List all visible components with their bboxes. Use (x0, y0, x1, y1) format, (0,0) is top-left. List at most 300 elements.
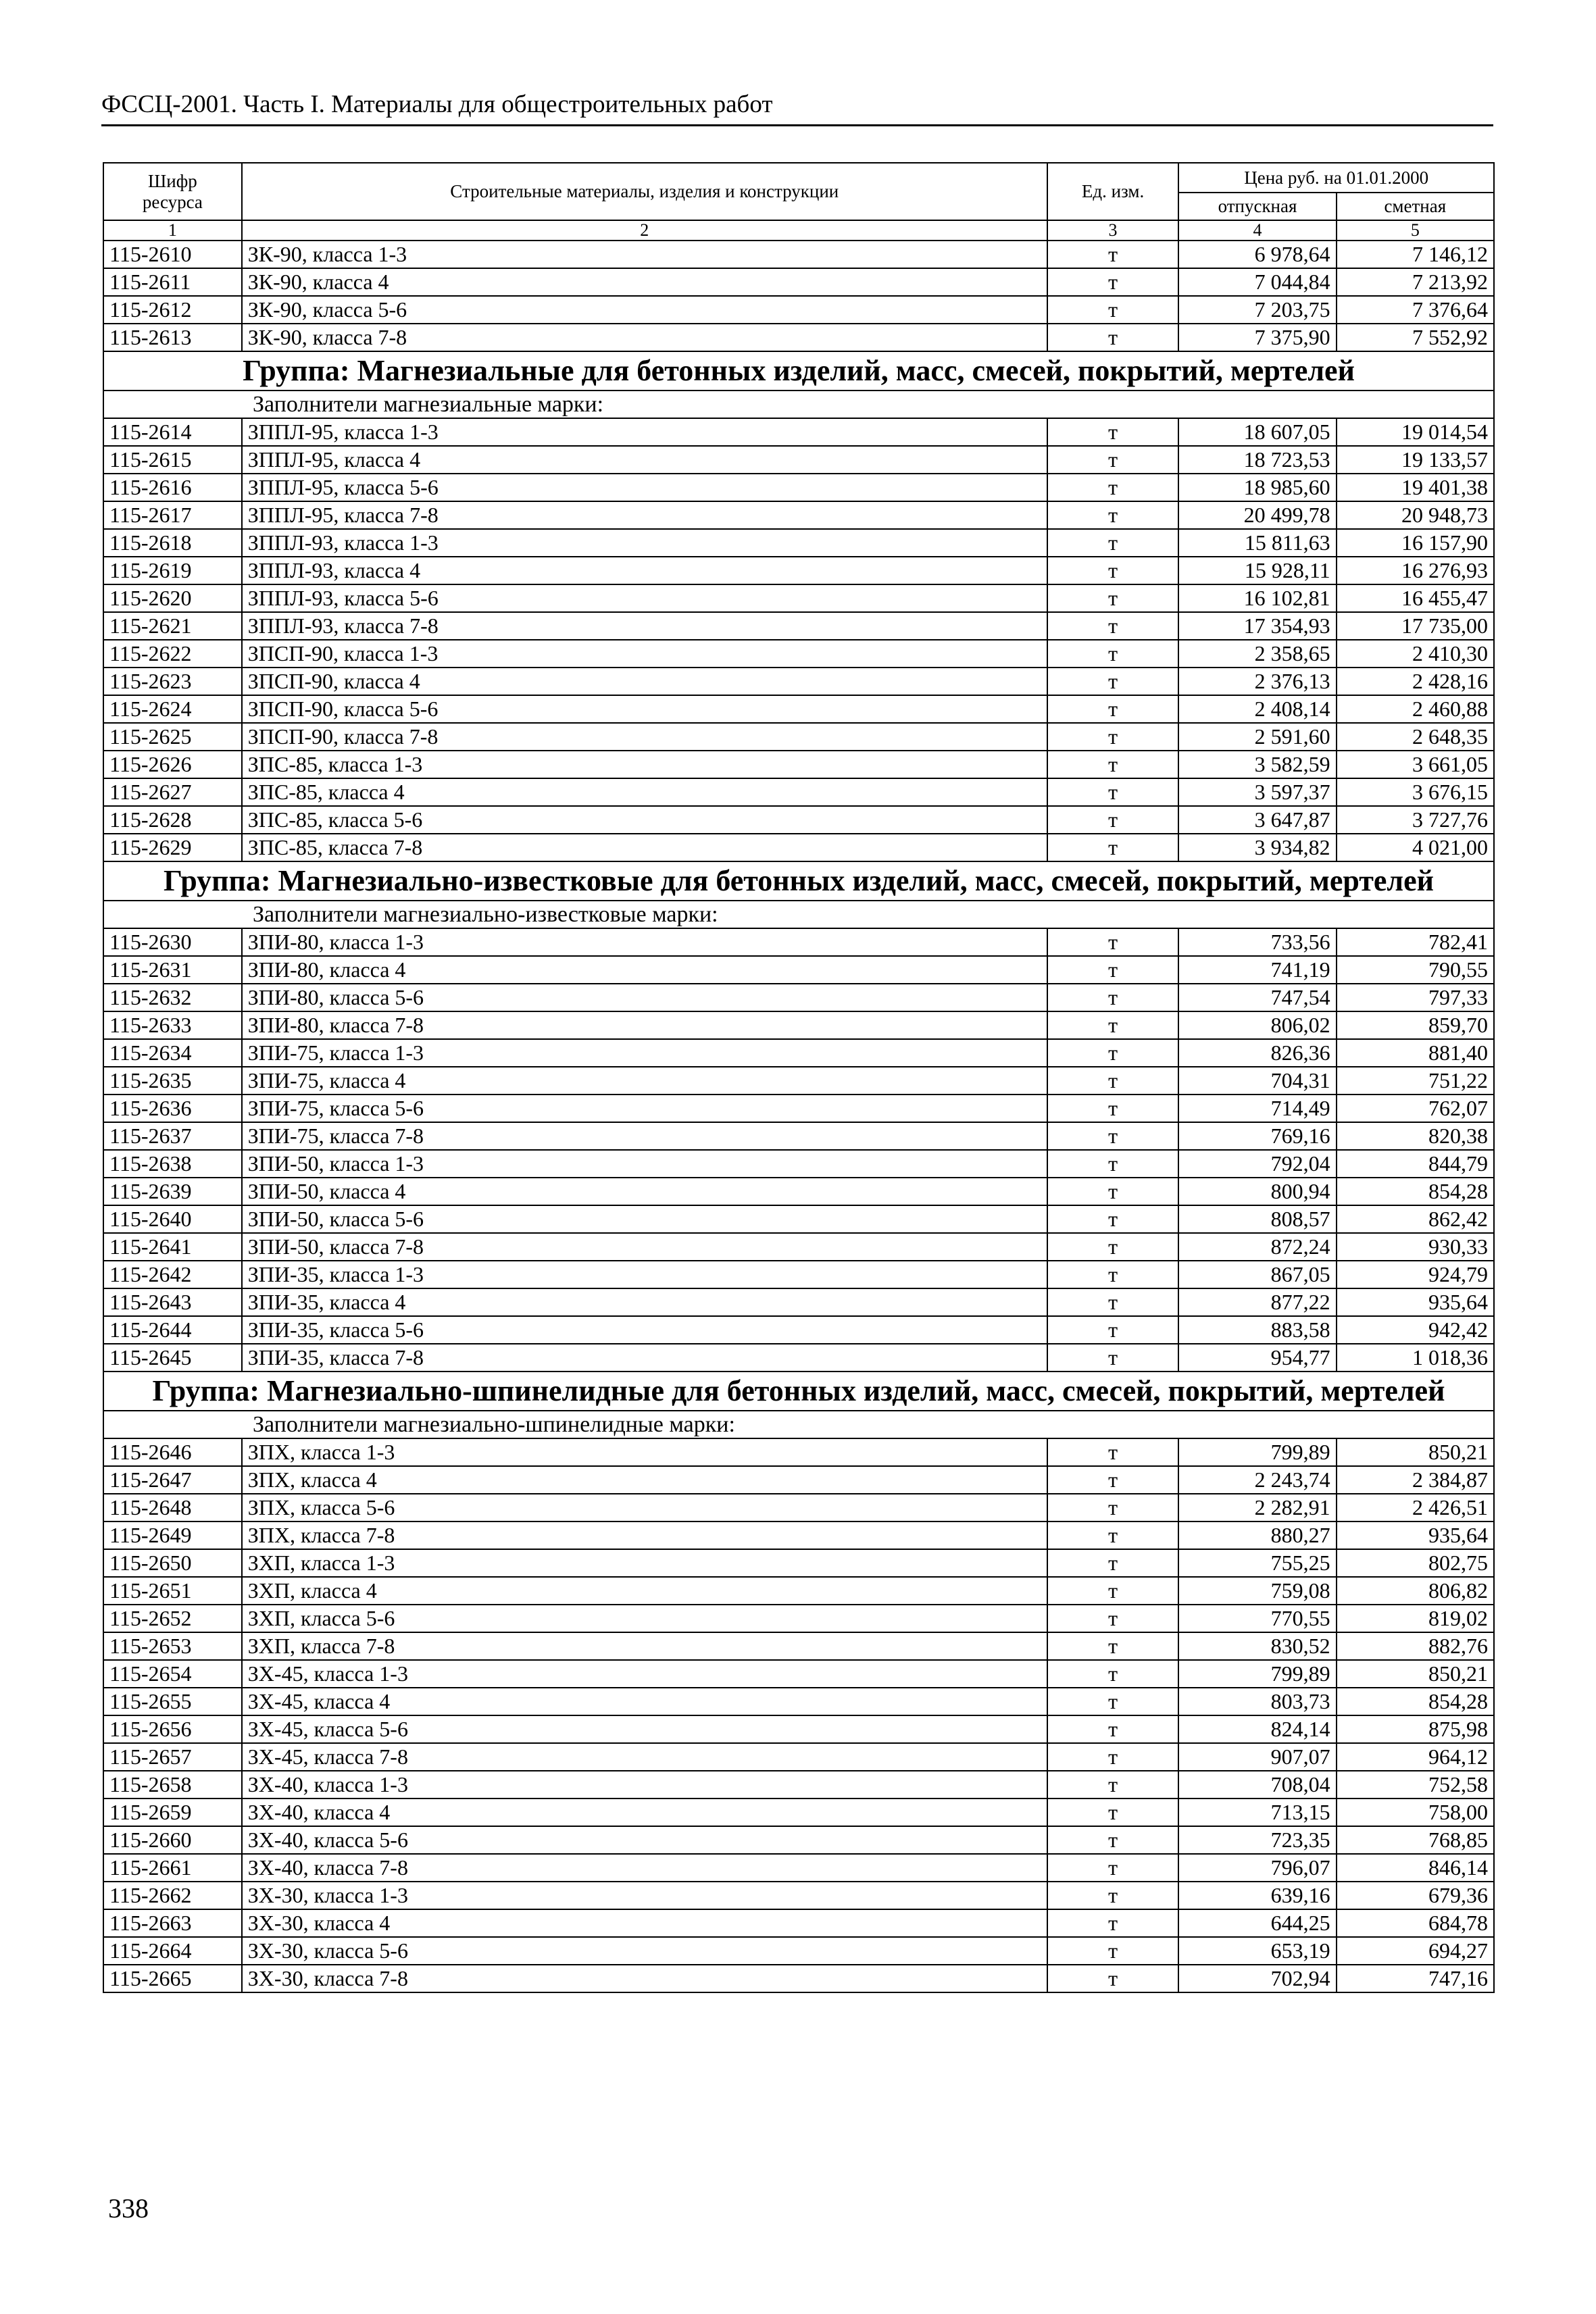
release-price: 2 376,13 (1178, 668, 1336, 695)
resource-code: 115-2635 (103, 1067, 242, 1095)
resource-code: 115-2646 (103, 1438, 242, 1466)
table-row (103, 268, 1494, 296)
material-name: ЗПИ-75, класса 1-3 (242, 1039, 1047, 1067)
estimate-price: 751,22 (1337, 1067, 1494, 1095)
release-price: 2 408,14 (1178, 695, 1336, 723)
material-name: ЗПС-85, класса 7-8 (242, 834, 1047, 861)
release-price: 800,94 (1178, 1178, 1336, 1205)
release-price: 3 582,59 (1178, 751, 1336, 778)
group-row (103, 1372, 1494, 1411)
material-name: ЗПСП-90, класса 5-6 (242, 695, 1047, 723)
resource-code: 115-2643 (103, 1288, 242, 1316)
table-row (103, 1011, 1494, 1039)
material-name: ЗПХ, класса 4 (242, 1466, 1047, 1494)
table-header-row (103, 163, 1494, 193)
resource-code: 115-2653 (103, 1632, 242, 1660)
header-price-estimate: сметная (1337, 193, 1494, 220)
release-price: 3 934,82 (1178, 834, 1336, 861)
subgroup-row (103, 901, 1494, 928)
resource-code: 115-2618 (103, 529, 242, 557)
table-row (103, 584, 1494, 612)
release-price: 733,56 (1178, 928, 1336, 956)
material-name: ЗХ-40, класса 7-8 (242, 1854, 1047, 1882)
table-row (103, 1344, 1494, 1372)
material-name: ЗПИ-80, класса 5-6 (242, 984, 1047, 1011)
estimate-price: 2 426,51 (1337, 1494, 1494, 1521)
table-row (103, 1549, 1494, 1577)
unit: т (1047, 268, 1179, 296)
estimate-price: 16 455,47 (1337, 584, 1494, 612)
material-name: ЗХ-40, класса 5-6 (242, 1826, 1047, 1854)
resource-code: 115-2640 (103, 1205, 242, 1233)
estimate-price: 762,07 (1337, 1095, 1494, 1122)
unit: т (1047, 1178, 1179, 1205)
table-row (103, 557, 1494, 584)
material-name: ЗПИ-50, класса 1-3 (242, 1150, 1047, 1178)
resource-code: 115-2642 (103, 1261, 242, 1288)
table-row (103, 834, 1494, 861)
unit: т (1047, 1577, 1179, 1605)
resource-code: 115-2652 (103, 1605, 242, 1632)
estimate-price: 797,33 (1337, 984, 1494, 1011)
resource-code: 115-2650 (103, 1549, 242, 1577)
resource-code: 115-2613 (103, 324, 242, 351)
material-name: ЗПХ, класса 7-8 (242, 1521, 1047, 1549)
table-row (103, 723, 1494, 751)
resource-code: 115-2655 (103, 1688, 242, 1715)
estimate-price: 882,76 (1337, 1632, 1494, 1660)
release-price: 741,19 (1178, 956, 1336, 984)
unit: т (1047, 1715, 1179, 1743)
estimate-price: 820,38 (1337, 1122, 1494, 1150)
release-price: 708,04 (1178, 1771, 1336, 1799)
release-price: 769,16 (1178, 1122, 1336, 1150)
unit: т (1047, 723, 1179, 751)
resource-code: 115-2617 (103, 501, 242, 529)
material-name: ЗПИ-35, класса 7-8 (242, 1344, 1047, 1372)
release-price: 702,94 (1178, 1965, 1336, 1992)
release-price: 880,27 (1178, 1521, 1336, 1549)
table-row (103, 1743, 1494, 1771)
material-name: ЗХ-30, класса 7-8 (242, 1965, 1047, 1992)
estimate-price: 964,12 (1337, 1743, 1494, 1771)
estimate-price: 19 133,57 (1337, 446, 1494, 474)
unit: т (1047, 296, 1179, 324)
release-price: 806,02 (1178, 1011, 1336, 1039)
resource-code: 115-2614 (103, 418, 242, 446)
unit: т (1047, 241, 1179, 268)
table-row (103, 612, 1494, 640)
release-price: 792,04 (1178, 1150, 1336, 1178)
table-row (103, 324, 1494, 351)
material-name: ЗПСП-90, класса 1-3 (242, 640, 1047, 668)
release-price: 653,19 (1178, 1937, 1336, 1965)
table-row (103, 695, 1494, 723)
release-price: 7 203,75 (1178, 296, 1336, 324)
resource-code: 115-2631 (103, 956, 242, 984)
material-name: ЗПИ-35, класса 5-6 (242, 1316, 1047, 1344)
unit: т (1047, 1771, 1179, 1799)
table-row (103, 1288, 1494, 1316)
unit: т (1047, 1261, 1179, 1288)
material-name: ЗПСП-90, класса 4 (242, 668, 1047, 695)
table-row (103, 1826, 1494, 1854)
table-row (103, 1854, 1494, 1882)
material-name: ЗППЛ-95, класса 7-8 (242, 501, 1047, 529)
unit: т (1047, 557, 1179, 584)
estimate-price: 875,98 (1337, 1715, 1494, 1743)
material-name: ЗПИ-80, класса 7-8 (242, 1011, 1047, 1039)
estimate-price: 859,70 (1337, 1011, 1494, 1039)
estimate-price: 7 213,92 (1337, 268, 1494, 296)
estimate-price: 802,75 (1337, 1549, 1494, 1577)
table-row (103, 1095, 1494, 1122)
table-row (103, 1521, 1494, 1549)
table-row (103, 1494, 1494, 1521)
material-name: ЗППЛ-93, класса 1-3 (242, 529, 1047, 557)
resource-code: 115-2626 (103, 751, 242, 778)
group-title: Группа: Магнезиально-известковые для бетонных изделий, масс, смесей, покрытий, мертелей (103, 861, 1494, 901)
material-name: ЗХП, класса 5-6 (242, 1605, 1047, 1632)
table-row (103, 1909, 1494, 1937)
material-name: ЗХ-30, класса 5-6 (242, 1937, 1047, 1965)
resource-code: 115-2641 (103, 1233, 242, 1261)
unit: т (1047, 1549, 1179, 1577)
resource-code: 115-2632 (103, 984, 242, 1011)
estimate-price: 850,21 (1337, 1438, 1494, 1466)
material-name: ЗХП, класса 7-8 (242, 1632, 1047, 1660)
table-row (103, 1067, 1494, 1095)
resource-code: 115-2627 (103, 778, 242, 806)
material-name: ЗХ-45, класса 7-8 (242, 1743, 1047, 1771)
table-row (103, 668, 1494, 695)
material-name: ЗПИ-75, класса 4 (242, 1067, 1047, 1095)
unit: т (1047, 1965, 1179, 1992)
material-name: ЗХ-30, класса 1-3 (242, 1882, 1047, 1909)
estimate-price: 768,85 (1337, 1826, 1494, 1854)
estimate-price: 844,79 (1337, 1150, 1494, 1178)
release-price: 20 499,78 (1178, 501, 1336, 529)
release-price: 759,08 (1178, 1577, 1336, 1605)
material-name: ЗК-90, класса 5-6 (242, 296, 1047, 324)
release-price: 15 928,11 (1178, 557, 1336, 584)
unit: т (1047, 324, 1179, 351)
table-row (103, 1882, 1494, 1909)
unit: т (1047, 1494, 1179, 1521)
table-row (103, 1660, 1494, 1688)
release-price: 2 358,65 (1178, 640, 1336, 668)
release-price: 824,14 (1178, 1715, 1336, 1743)
resource-code: 115-2610 (103, 241, 242, 268)
material-name: ЗХ-30, класса 4 (242, 1909, 1047, 1937)
unit: т (1047, 668, 1179, 695)
unit: т (1047, 529, 1179, 557)
header-price: Цена руб. на 01.01.2000 (1178, 163, 1494, 193)
release-price: 639,16 (1178, 1882, 1336, 1909)
release-price: 644,25 (1178, 1909, 1336, 1937)
unit: т (1047, 1854, 1179, 1882)
table-row (103, 1799, 1494, 1826)
table-row (103, 928, 1494, 956)
unit: т (1047, 446, 1179, 474)
release-price: 907,07 (1178, 1743, 1336, 1771)
subgroup-title: Заполнители магнезиально-шпинелидные марки: (103, 1411, 1494, 1438)
release-price: 799,89 (1178, 1438, 1336, 1466)
estimate-price: 758,00 (1337, 1799, 1494, 1826)
table-body (103, 241, 1494, 1992)
resource-code: 115-2656 (103, 1715, 242, 1743)
subgroup-row (103, 391, 1494, 418)
column-number-row (103, 220, 1494, 241)
unit: т (1047, 956, 1179, 984)
table-row (103, 1316, 1494, 1344)
estimate-price: 747,16 (1337, 1965, 1494, 1992)
estimate-price: 854,28 (1337, 1178, 1494, 1205)
release-price: 867,05 (1178, 1261, 1336, 1288)
material-name: ЗПС-85, класса 4 (242, 778, 1047, 806)
estimate-price: 2 428,16 (1337, 668, 1494, 695)
unit: т (1047, 1150, 1179, 1178)
table-row (103, 529, 1494, 557)
page-header (101, 89, 1493, 126)
unit: т (1047, 1233, 1179, 1261)
resource-code: 115-2621 (103, 612, 242, 640)
unit: т (1047, 501, 1179, 529)
material-name: ЗПИ-50, класса 7-8 (242, 1233, 1047, 1261)
unit: т (1047, 1095, 1179, 1122)
group-title: Группа: Магнезиальные для бетонных изделий, масс, смесей, покрытий, мертелей (103, 351, 1494, 391)
material-name: ЗПИ-35, класса 4 (242, 1288, 1047, 1316)
table-row (103, 446, 1494, 474)
release-price: 830,52 (1178, 1632, 1336, 1660)
release-price: 803,73 (1178, 1688, 1336, 1715)
column-number: 5 (1337, 220, 1494, 241)
unit: т (1047, 928, 1179, 956)
subgroup-row (103, 1411, 1494, 1438)
release-price: 2 282,91 (1178, 1494, 1336, 1521)
release-price: 826,36 (1178, 1039, 1336, 1067)
unit: т (1047, 1799, 1179, 1826)
material-name: ЗПИ-80, класса 4 (242, 956, 1047, 984)
resource-code: 115-2664 (103, 1937, 242, 1965)
unit: т (1047, 640, 1179, 668)
material-name: ЗК-90, класса 7-8 (242, 324, 1047, 351)
table-row (103, 1466, 1494, 1494)
table-row (103, 296, 1494, 324)
release-price: 3 597,37 (1178, 778, 1336, 806)
estimate-price: 2 648,35 (1337, 723, 1494, 751)
table-row (103, 1605, 1494, 1632)
resource-code: 115-2623 (103, 668, 242, 695)
resource-code: 115-2651 (103, 1577, 242, 1605)
unit: т (1047, 984, 1179, 1011)
unit: т (1047, 1521, 1179, 1549)
material-name: ЗХ-45, класса 1-3 (242, 1660, 1047, 1688)
material-name: ЗПИ-50, класса 4 (242, 1178, 1047, 1205)
table-row (103, 1632, 1494, 1660)
table-row (103, 501, 1494, 529)
estimate-price: 3 661,05 (1337, 751, 1494, 778)
table-row (103, 241, 1494, 268)
table-row (103, 1205, 1494, 1233)
resource-code: 115-2648 (103, 1494, 242, 1521)
material-name: ЗК-90, класса 1-3 (242, 241, 1047, 268)
unit: т (1047, 1288, 1179, 1316)
material-name: ЗППЛ-95, класса 4 (242, 446, 1047, 474)
estimate-price: 3 727,76 (1337, 806, 1494, 834)
estimate-price: 935,64 (1337, 1288, 1494, 1316)
column-number: 3 (1047, 220, 1179, 241)
resource-code: 115-2665 (103, 1965, 242, 1992)
release-price: 15 811,63 (1178, 529, 1336, 557)
unit: т (1047, 1122, 1179, 1150)
estimate-price: 924,79 (1337, 1261, 1494, 1288)
table-row (103, 778, 1494, 806)
material-name: ЗППЛ-93, класса 7-8 (242, 612, 1047, 640)
estimate-price: 684,78 (1337, 1909, 1494, 1937)
page-title: ФССЦ-2001. Часть I. Материалы для общестроительных работ (101, 91, 773, 118)
resource-code: 115-2639 (103, 1178, 242, 1205)
column-number: 2 (242, 220, 1047, 241)
release-price: 883,58 (1178, 1316, 1336, 1344)
resource-code: 115-2630 (103, 928, 242, 956)
resource-code: 115-2645 (103, 1344, 242, 1372)
resource-code: 115-2647 (103, 1466, 242, 1494)
estimate-price: 20 948,73 (1337, 501, 1494, 529)
table-row (103, 1771, 1494, 1799)
unit: т (1047, 1632, 1179, 1660)
material-name: ЗХ-40, класса 1-3 (242, 1771, 1047, 1799)
unit: т (1047, 695, 1179, 723)
release-price: 2 591,60 (1178, 723, 1336, 751)
header-name: Строительные материалы, изделия и конструкции (242, 163, 1047, 220)
resource-code: 115-2615 (103, 446, 242, 474)
resource-code: 115-2662 (103, 1882, 242, 1909)
estimate-price: 806,82 (1337, 1577, 1494, 1605)
estimate-price: 790,55 (1337, 956, 1494, 984)
resource-code: 115-2637 (103, 1122, 242, 1150)
material-name: ЗПХ, класса 1-3 (242, 1438, 1047, 1466)
table-row (103, 1577, 1494, 1605)
release-price: 755,25 (1178, 1549, 1336, 1577)
resource-code: 115-2633 (103, 1011, 242, 1039)
unit: т (1047, 1605, 1179, 1632)
resource-code: 115-2611 (103, 268, 242, 296)
table-row (103, 1122, 1494, 1150)
estimate-price: 2 460,88 (1337, 695, 1494, 723)
material-name: ЗППЛ-95, класса 1-3 (242, 418, 1047, 446)
unit: т (1047, 1937, 1179, 1965)
resource-code: 115-2644 (103, 1316, 242, 1344)
resource-code: 115-2649 (103, 1521, 242, 1549)
resource-code: 115-2612 (103, 296, 242, 324)
resource-code: 115-2663 (103, 1909, 242, 1937)
unit: т (1047, 1438, 1179, 1466)
estimate-price: 850,21 (1337, 1660, 1494, 1688)
material-name: ЗППЛ-95, класса 5-6 (242, 474, 1047, 501)
unit: т (1047, 1688, 1179, 1715)
table-row (103, 1039, 1494, 1067)
estimate-price: 881,40 (1337, 1039, 1494, 1067)
material-name: ЗХ-45, класса 5-6 (242, 1715, 1047, 1743)
estimate-price: 942,42 (1337, 1316, 1494, 1344)
estimate-price: 19 014,54 (1337, 418, 1494, 446)
resource-code: 115-2636 (103, 1095, 242, 1122)
unit: т (1047, 612, 1179, 640)
table-row (103, 640, 1494, 668)
resource-code: 115-2657 (103, 1743, 242, 1771)
unit: т (1047, 834, 1179, 861)
material-name: ЗПС-85, класса 1-3 (242, 751, 1047, 778)
material-name: ЗПС-85, класса 5-6 (242, 806, 1047, 834)
resource-code: 115-2622 (103, 640, 242, 668)
table-row (103, 1688, 1494, 1715)
release-price: 18 723,53 (1178, 446, 1336, 474)
material-name: ЗПИ-50, класса 5-6 (242, 1205, 1047, 1233)
header-unit: Ед. изм. (1047, 163, 1179, 220)
estimate-price: 2 410,30 (1337, 640, 1494, 668)
estimate-price: 3 676,15 (1337, 778, 1494, 806)
unit: т (1047, 474, 1179, 501)
resource-code: 115-2660 (103, 1826, 242, 1854)
table-row (103, 1261, 1494, 1288)
resource-code: 115-2628 (103, 806, 242, 834)
price-table (103, 162, 1495, 1993)
unit: т (1047, 778, 1179, 806)
estimate-price: 2 384,87 (1337, 1466, 1494, 1494)
estimate-price: 935,64 (1337, 1521, 1494, 1549)
unit: т (1047, 1067, 1179, 1095)
unit: т (1047, 1826, 1179, 1854)
estimate-price: 4 021,00 (1337, 834, 1494, 861)
estimate-price: 752,58 (1337, 1771, 1494, 1799)
header-price-release: отпускная (1178, 193, 1336, 220)
table-row (103, 1233, 1494, 1261)
material-name: ЗХ-45, класса 4 (242, 1688, 1047, 1715)
group-title: Группа: Магнезиально-шпинелидные для бетонных изделий, масс, смесей, покрытий, мертелей (103, 1372, 1494, 1411)
resource-code: 115-2625 (103, 723, 242, 751)
table-row (103, 1965, 1494, 1992)
unit: т (1047, 1466, 1179, 1494)
estimate-price: 930,33 (1337, 1233, 1494, 1261)
release-price: 799,89 (1178, 1660, 1336, 1688)
estimate-price: 679,36 (1337, 1882, 1494, 1909)
resource-code: 115-2654 (103, 1660, 242, 1688)
material-name: ЗХП, класса 1-3 (242, 1549, 1047, 1577)
material-name: ЗПХ, класса 5-6 (242, 1494, 1047, 1521)
estimate-price: 782,41 (1337, 928, 1494, 956)
release-price: 3 647,87 (1178, 806, 1336, 834)
unit: т (1047, 1909, 1179, 1937)
header-code: Шифр ресурса (103, 163, 242, 220)
release-price: 7 375,90 (1178, 324, 1336, 351)
subgroup-title: Заполнители магнезиально-известковые марки: (103, 901, 1494, 928)
material-name: ЗПИ-75, класса 5-6 (242, 1095, 1047, 1122)
estimate-price: 819,02 (1337, 1605, 1494, 1632)
subgroup-title: Заполнители магнезиальные марки: (103, 391, 1494, 418)
release-price: 7 044,84 (1178, 268, 1336, 296)
table-row (103, 1150, 1494, 1178)
unit: т (1047, 584, 1179, 612)
unit: т (1047, 1039, 1179, 1067)
release-price: 954,77 (1178, 1344, 1336, 1372)
release-price: 18 985,60 (1178, 474, 1336, 501)
material-name: ЗПИ-35, класса 1-3 (242, 1261, 1047, 1288)
release-price: 6 978,64 (1178, 241, 1336, 268)
group-row (103, 351, 1494, 391)
estimate-price: 17 735,00 (1337, 612, 1494, 640)
estimate-price: 7 552,92 (1337, 324, 1494, 351)
